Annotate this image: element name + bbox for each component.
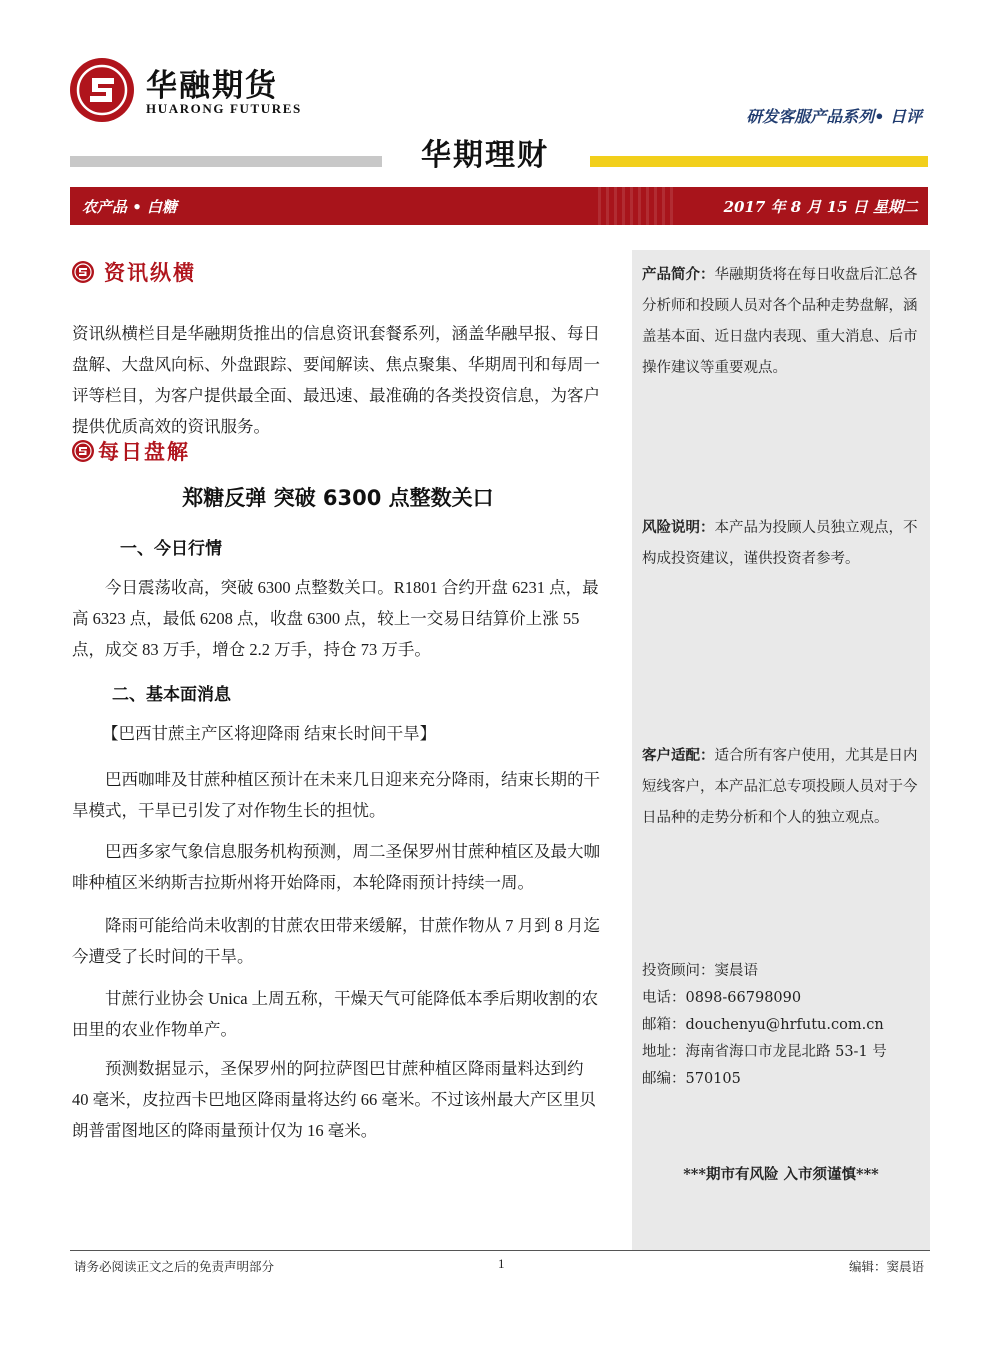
client-fit [642, 740, 924, 834]
company-logo-icon [70, 58, 134, 122]
report-date: 2017 年 8 月 15 日 星期二 [723, 198, 918, 216]
product-intro-text: 华融期货将在每日收盘后汇总各分析师和投顾人员对各个品种走势盘解，涵盖基本面、近日盘内表现、重大消息、后市操作建议等重要观点。 [642, 267, 918, 376]
footer-editor: 编辑：窦晨语 [848, 1259, 924, 1274]
paragraph-3-text: 巴西多家气象信息服务机构预测，周二圣保罗州甘蔗种植区及最大咖啡种植区米纳斯吉拉斯州将开始降雨，本轮降雨预计持续一周。 [72, 842, 600, 892]
risk-warning: ***期市有风险 入市须谨慎*** [683, 1166, 879, 1183]
section-title-daily: 每日盘解 [98, 439, 190, 464]
section-logo-icon [72, 440, 94, 462]
paragraph-4 [72, 910, 604, 972]
contact-info [642, 958, 932, 1093]
section-logo-icon [72, 261, 94, 283]
paragraph-6-text: 预测数据显示，圣保罗州的阿拉萨图巴甘蔗种植区降雨量料达到约 40 毫米，皮拉西卡巴地区降雨量将达约 66 毫米。不过该州最大产区里贝朗普雷图地区的降雨量预计仅为 16 毫米。 [72, 1059, 596, 1140]
risk-note-label: 风险说明： [642, 519, 715, 536]
postal-address: 地址：海南省海口市龙昆北路 53-1 号 [642, 1044, 887, 1060]
header-yellow-bar [590, 156, 928, 167]
header-gray-bar [70, 156, 382, 167]
paragraph-6 [72, 1053, 604, 1146]
subheading-market: 一、今日行情 [120, 539, 222, 559]
footer-disclaimer: 请务必阅读正文之后的免责声明部分 [74, 1259, 275, 1274]
page-number: 1 [498, 1256, 505, 1271]
zip-code: 邮编：570105 [642, 1071, 741, 1087]
section-title-news: 资讯纵横 [104, 260, 196, 285]
category-label: 农产品 • 白糖 [82, 198, 178, 216]
advisor-name: 投资顾问：窦晨语 [642, 963, 758, 979]
product-series: 研发客服产品系列• 日评 [746, 107, 922, 126]
product-intro [642, 259, 924, 384]
paragraph-5 [72, 983, 604, 1045]
risk-note [642, 512, 924, 575]
risk-note-text: 本产品为投顾人员独立观点，不构成投资建议，谨供投资者参考。 [642, 520, 918, 567]
email-address: 邮箱：douchenyu@hrfutu.com.cn [642, 1017, 884, 1033]
client-fit-text: 适合所有客户使用，尤其是日内短线客户，本产品汇总专项投顾人员对于今日品种的走势分析和个人的独立观点。 [642, 748, 918, 826]
paragraph-3 [72, 836, 604, 898]
news-description [72, 318, 604, 442]
company-name-en: HUARONG FUTURES [146, 101, 302, 116]
company-name-cn: 华融期货 [146, 68, 278, 104]
subheading-fundamentals: 二、基本面消息 [112, 685, 231, 705]
paragraph-2 [72, 764, 604, 826]
client-fit-label: 客户适配： [642, 747, 715, 764]
article-headline: 郑糖反弹 突破 6300 点整数关口 [182, 486, 494, 510]
news-bracket-title [72, 718, 604, 749]
paragraph-5-text: 甘蔗行业协会 Unica 上周五称，干燥天气可能降低本季后期收割的农田里的农业作物单产。 [72, 989, 599, 1039]
bracket-title-text: 【巴西甘蔗主产区将迎降雨 结束长时间干旱】 [102, 724, 437, 743]
footer-divider [70, 1250, 930, 1251]
report-title: 华期理财 [421, 138, 549, 173]
phone-number: 电话：0898-66798090 [642, 990, 802, 1006]
paragraph-4-text: 降雨可能给尚未收割的甘蔗农田带来缓解，甘蔗作物从 7 月到 8 月迄今遭受了长时间的干旱。 [72, 916, 600, 966]
paragraph-market [72, 572, 604, 665]
news-body: 资讯纵横栏目是华融期货推出的信息资讯套餐系列，涵盖华融早报、每日盘解、大盘风向标、外盘跟踪、要闻解读、焦点聚集、华期周刊和每周一评等栏目，为客户提供最全面、最迅速、最准确的各类投资信息，为客户提供优质高效的资讯服务。 [72, 324, 600, 436]
product-intro-label: 产品简介： [642, 266, 715, 283]
paragraph-2-text: 巴西咖啡及甘蔗种植区预计在未来几日迎来充分降雨，结束长期的干旱模式，干旱已引发了对作物生长的担忧。 [72, 770, 600, 820]
market-text: 今日震荡收高，突破 6300 点整数关口。R1801 合约开盘 6231 点，最高 6323 点，最低 6208 点，收盘 6300 点，较上一交易日结算价上涨 55 点，成交 83 万手，增仓 2.2 万手，持仓 73 万手。 [72, 578, 599, 659]
